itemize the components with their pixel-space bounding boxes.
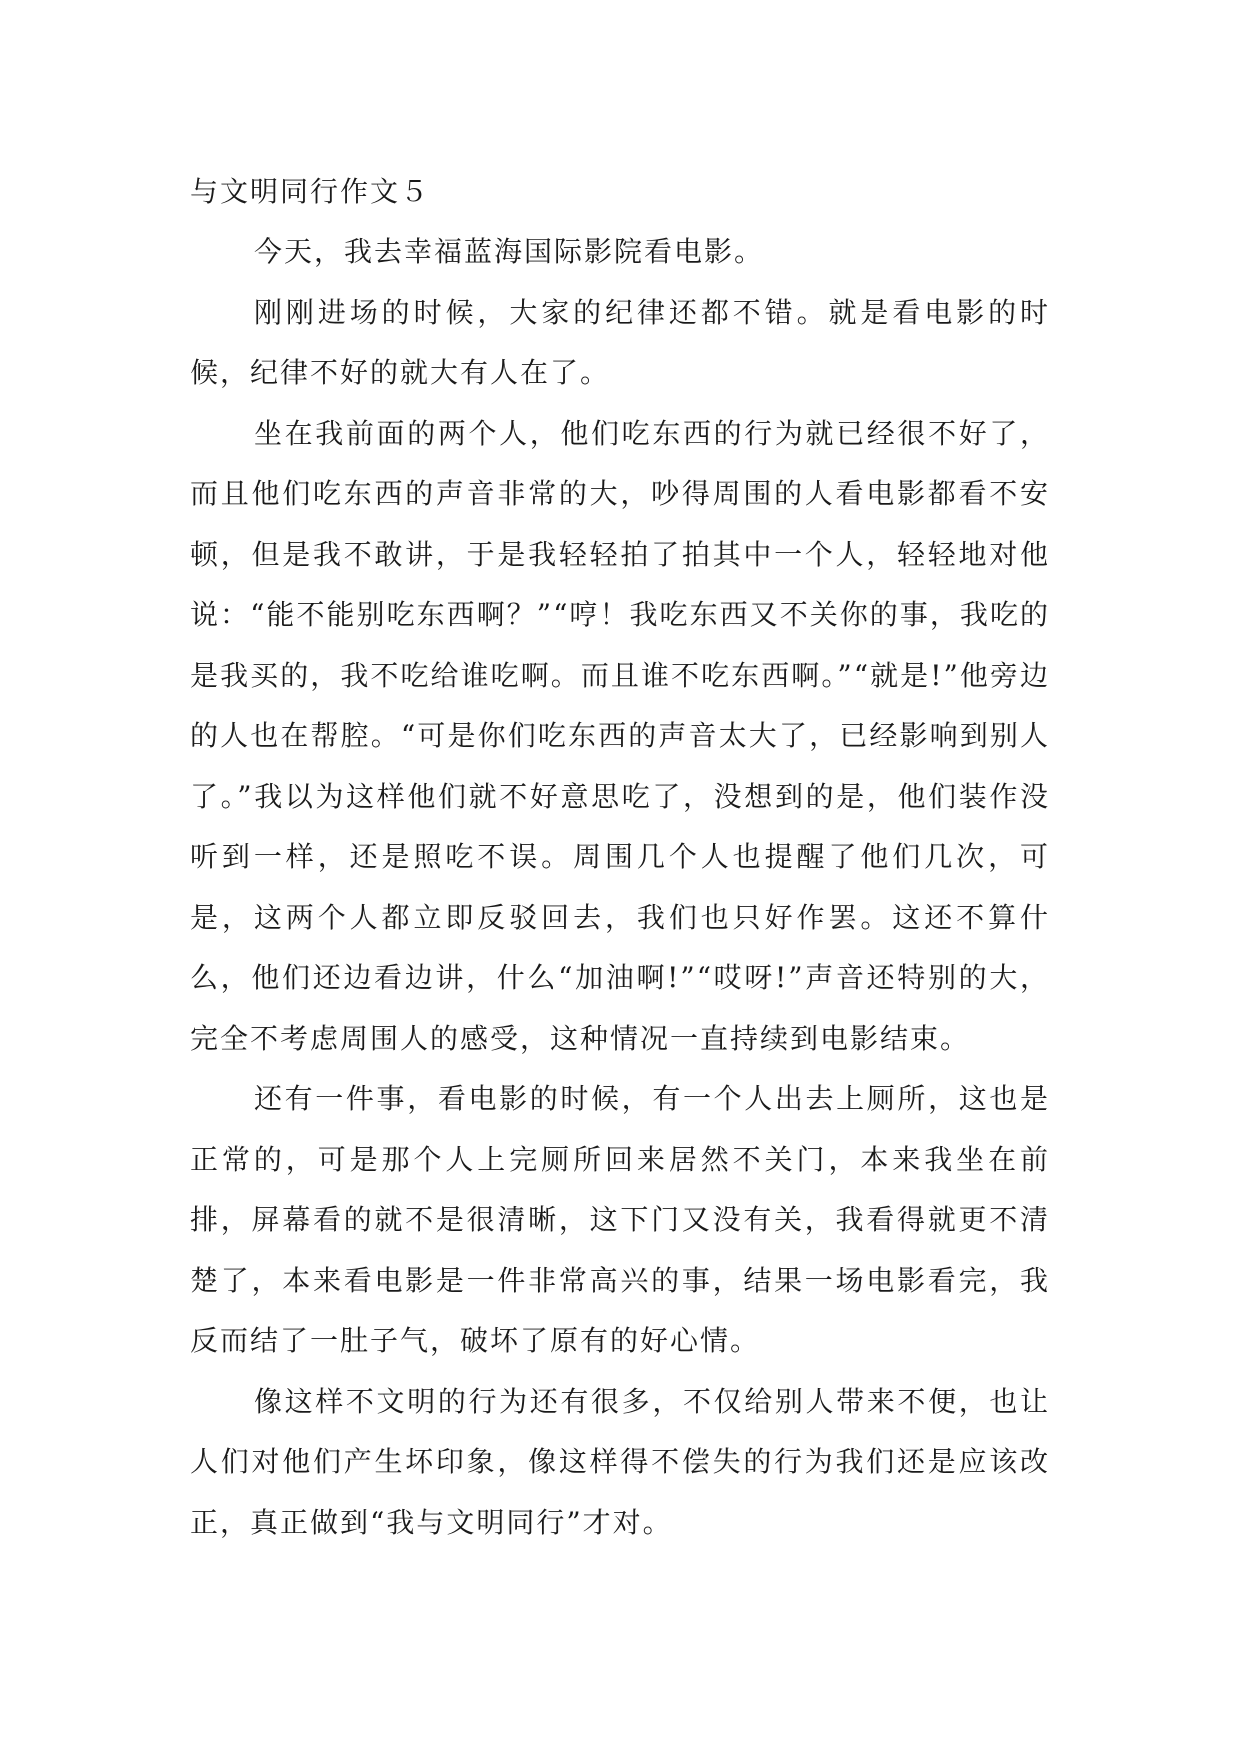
paragraph-5: 像这样不文明的行为还有很多，不仅给别人带来不便，也让人们对他们产生坏印象，像这样得不偿失的行为我们还是应该改正，真正做到“我与文明同行”才对。: [190, 1384, 1050, 1539]
paragraph-4: 还有一件事，看电影的时候，有一个人出去上厕所，这也是正常的，可是那个人上完厕所回来居然不关门，本来我坐在前排，屏幕看的就不是很清晰，这下门又没有关，我看得就更不清楚了，本来看电影是一件非常高兴的事，结果一场电影看完，我反而结了一肚子气，破坏了原有的好心情。: [190, 1082, 1050, 1357]
document-title: 与文明同行作文５: [190, 175, 431, 208]
paragraph-3: 坐在我前面的两个人，他们吃东西的行为就已经很不好了，而且他们吃东西的声音非常的大，吵得周围的人看电影都看不安顿，但是我不敢讲，于是我轻轻拍了拍其中一个人，轻轻地对他说：“能不能别吃东西啊？”“哼！我吃东西又不关你的事，我吃的是我买的，我不吃给谁吃啊。而且谁不吃东西啊。”“就是!”他旁边的人也在帮腔。“可是你们吃东西的声音太大了，已经影响到别人了。”我以为这样他们就不好意思吃了，没想到的是，他们装作没听到一样，还是照吃不误。周围几个人也提醒了他们几次，可是，这两个人都立即反驳回去，我们也只好作罢。这还不算什么，他们还边看边讲，什么“加油啊!”“哎呀!”声音还特别的大，完全不考虑周围人的感受，这种情况一直持续到电影结束。: [190, 416, 1050, 1055]
document-body: [190, 162, 1050, 1553]
paragraph-1: 今天，我去幸福蓝海国际影院看电影。: [254, 235, 765, 268]
paragraph-2: 刚刚进场的时候，大家的纪律还都不错。就是看电影的时候，纪律不好的就大有人在了。: [190, 295, 1050, 389]
